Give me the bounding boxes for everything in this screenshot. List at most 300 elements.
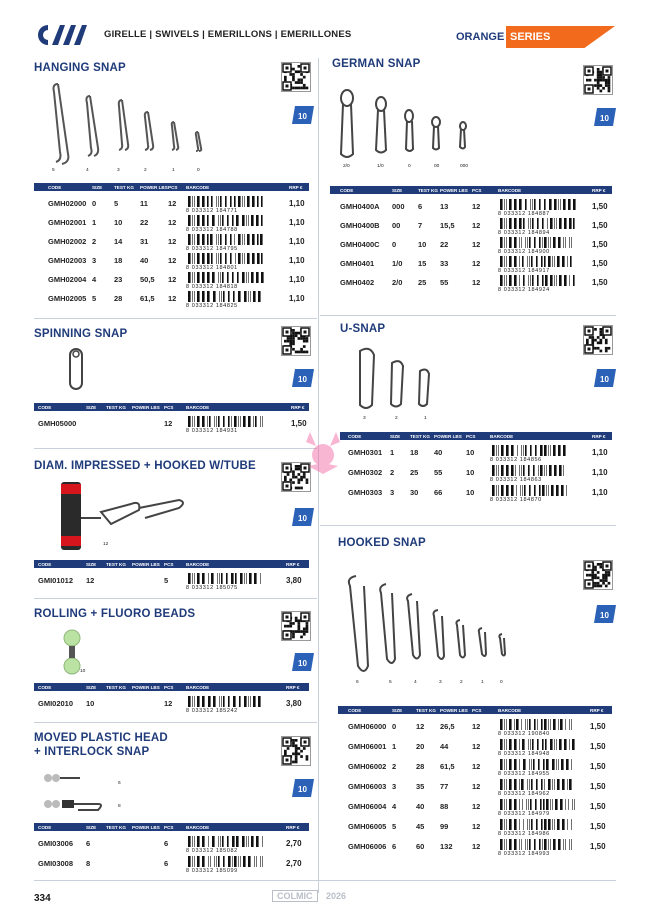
cell-code: GMI01012 [38,576,74,585]
barcode-icon [498,275,576,293]
cell-rrp: 1,50 [592,202,608,211]
german-snap-title: GERMAN SNAP [332,58,421,70]
qr-code-icon[interactable] [583,65,613,95]
divider [34,318,317,319]
barcode-number: 8 033312 184788 [186,227,238,233]
cell-pcs: 12 [472,742,481,751]
barcode-icon [498,839,576,857]
barcode-number: 8 033312 184924 [498,287,550,293]
col-header-test: TEST KG [418,187,438,193]
col-header-code: CODE [38,561,52,567]
sticker-label: 10 [298,112,307,121]
cell-size: 6 [392,842,397,851]
table-header [34,823,309,831]
series-suffix: SERIES [510,31,551,43]
barcode-number: 8 033312 184917 [498,268,550,274]
col-header-code: CODE [348,433,362,439]
cell-pcs: 12 [168,237,177,246]
hanging-snap-title: HANGING SNAP [34,62,126,74]
cell-code: GMI03008 [38,859,74,868]
barcode-number: 8 033312 184870 [490,497,542,503]
moved-head-image [40,770,110,820]
col-header-size: SIZE [86,404,97,410]
cell-rrp: 1,10 [289,275,305,284]
qr-code-icon[interactable] [583,325,613,355]
cell-code: GMH02002 [48,237,87,246]
hanging-snap-image [40,78,210,173]
cell-test: 5 [114,199,119,208]
col-header-barcode: BARCODE [186,824,210,830]
cell-test: 10 [114,218,123,227]
col-header-power: POWER LBS [440,707,468,713]
sticker-label: 10 [298,659,307,668]
sticker-label: 10 [600,114,609,123]
cell-power: 22 [440,240,449,249]
cell-power: 61,5 [440,762,455,771]
cell-power: 99 [440,822,449,831]
col-header-test: TEST KG [410,433,430,439]
table-row [34,695,309,715]
table-row [338,738,612,758]
brand-logo [34,22,94,48]
u-snap-table [340,432,612,503]
cell-code: GMH06002 [348,762,387,771]
cell-test: 25 [410,468,419,477]
cell-power: 50,5 [140,275,155,284]
diam-snap-image [55,480,195,552]
cell-pcs: 10 [466,468,475,477]
col-header-pcs: PCS [472,187,482,193]
col-header-power: POWER LBS [434,433,462,439]
cell-code: GMH0400C [340,240,380,249]
qr-code-icon[interactable] [281,326,311,356]
cell-code: GMH0401 [340,259,375,268]
qr-pattern [584,326,612,354]
col-header-pcs: PCS [168,184,178,190]
barcode-icon [186,253,264,271]
cell-power: 31 [140,237,149,246]
size-caption: 5 [389,680,392,685]
divider [34,598,317,599]
size-caption: 000 [460,164,469,169]
col-header-test: TEST KG [106,404,126,410]
cell-pcs: 12 [168,218,177,227]
barcode-number: 8 033312 185082 [186,848,238,854]
barcode-icon [186,836,264,854]
divider [320,315,616,316]
size-caption: 4 [414,680,417,685]
size-caption: 0 [197,168,200,173]
cell-size: 6 [86,839,91,848]
cell-code: GMH02004 [48,275,87,284]
qr-pattern [584,561,612,589]
cell-power: 13 [440,202,449,211]
page-number: 334 [34,893,51,904]
qr-sticker-icon [292,508,314,526]
col-header-size: SIZE [392,707,403,713]
cell-pcs: 12 [168,275,177,284]
cell-test: 35 [416,782,425,791]
col-header-pcs: PCS [466,433,476,439]
col-header-barcode: BARCODE [498,707,522,713]
size-caption: 6 [356,680,359,685]
cell-rrp: 1,50 [592,221,608,230]
cell-test: 28 [114,294,123,303]
barcode-icon [498,218,576,236]
footer-divider [34,880,616,881]
cell-rrp: 1,50 [590,742,606,751]
cell-pcs: 12 [472,240,481,249]
barcode-number: 8 033312 190840 [498,731,550,737]
cell-pcs: 12 [472,259,481,268]
u-snap-title: U-SNAP [340,323,386,335]
cell-code: GMH02003 [48,256,87,265]
col-header-code: CODE [38,404,52,410]
cell-code: GMH06005 [348,822,387,831]
size-caption: 2/0 [343,164,350,169]
cell-rrp: 1,50 [590,802,606,811]
rolling-beads-title: ROLLING + FLUORO BEADS [34,608,196,620]
cell-test: 6 [418,202,423,211]
col-header-barcode: BARCODE [186,684,210,690]
cell-code: GMH06000 [348,722,387,731]
table-row [338,758,612,778]
cell-size: 0 [92,199,97,208]
barcode-number: 8 033312 184894 [498,230,550,236]
cell-pcs: 12 [472,202,481,211]
qr-pattern [282,612,310,640]
sticker-label: 10 [600,611,609,620]
table-row [34,214,309,233]
barcode-icon [186,215,264,233]
cell-power: 55 [434,468,443,477]
col-header-size: SIZE [92,184,103,190]
cell-rrp: 3,80 [286,576,302,585]
col-header-rrp: RRP € [286,824,300,830]
hooked-snap-image [340,572,515,684]
barcode-icon [186,291,264,309]
table-row [34,271,309,290]
qr-pattern [282,63,310,91]
cell-power: 11 [140,199,148,208]
table-row [340,484,612,504]
col-header-test: TEST KG [106,684,126,690]
table-row [34,195,309,214]
cell-test: 25 [418,278,427,287]
cell-code: GMH0301 [348,448,383,457]
qr-code-icon[interactable] [583,560,613,590]
cell-size: 5 [392,822,397,831]
table-header [34,403,309,411]
col-header-pcs: PCS [472,707,482,713]
cell-code: GMH0400B [340,221,380,230]
col-header-barcode: BARCODE [498,187,522,193]
cell-rrp: 2,70 [286,859,302,868]
sticker-label: 10 [298,785,307,794]
cell-size: 2/0 [392,278,403,287]
col-header-pcs: PCS [164,824,174,830]
cell-size: 2 [390,468,395,477]
barcode-icon [490,465,568,483]
cell-test: 60 [416,842,425,851]
hooked-snap-title: HOOKED SNAP [338,537,426,549]
table-row [34,233,309,252]
qr-pattern [282,737,310,765]
col-header-test: TEST KG [106,824,126,830]
col-header-code: CODE [340,187,354,193]
footer-brand [272,891,346,901]
cell-code: GMH02000 [48,199,87,208]
table-row [34,855,309,875]
table-row [330,274,612,293]
cell-size: 3 [392,782,397,791]
cell-size: 3 [92,256,97,265]
german-snap-image [335,84,485,164]
table-header [330,186,612,194]
col-header-barcode: BARCODE [490,433,514,439]
cell-size: 2 [92,237,97,246]
cell-power: 26,5 [440,722,455,731]
cell-rrp: 1,50 [590,782,606,791]
table-row [338,718,612,738]
barcode-icon [186,234,264,252]
cell-code: GMH06001 [348,742,387,751]
cell-rrp: 2,70 [286,839,302,848]
col-header-barcode: BARCODE [186,184,210,190]
qr-sticker-icon [292,653,314,671]
cell-pcs: 10 [466,448,475,457]
footer-brand-name: COLMIC [272,890,318,902]
size-caption: 0 [408,164,411,169]
cell-size: 1 [392,742,397,751]
col-header-size: SIZE [86,561,97,567]
col-header-test: TEST KG [106,561,126,567]
barcode-icon [490,485,568,503]
col-header-rrp: RRP € [286,561,300,567]
col-header-size: SIZE [390,433,401,439]
cell-power: 61,5 [140,294,155,303]
cell-rrp: 1,50 [291,419,307,428]
col-header-power: POWER LBS [132,561,160,567]
cell-size: 3 [390,488,395,497]
sticker-label: 10 [298,514,307,523]
barcode-icon [498,199,576,217]
moved-head-title-line1: MOVED PLASTIC HEAD [34,732,168,744]
spinning-snap-title: SPINNING SNAP [34,328,128,340]
u-snap-image [350,345,440,413]
table-row [338,818,612,838]
cell-rrp: 1,10 [592,488,608,497]
cell-power: 88 [440,802,449,811]
col-header-code: CODE [348,707,362,713]
col-header-pcs: PCS [164,561,174,567]
col-header-rrp: RRP € [590,707,604,713]
cell-rrp: 1,50 [590,762,606,771]
qr-sticker-icon [594,369,616,387]
cell-power: 15,5 [440,221,455,230]
cell-rrp: 1,10 [289,218,305,227]
size-caption: 10 [80,669,86,674]
col-header-test: TEST KG [416,707,436,713]
german-snap-table [330,186,612,293]
table-header [34,683,309,691]
cell-pcs: 12 [168,256,177,265]
hooked-snap-table [338,706,612,857]
sticker-label: 10 [298,375,307,384]
cell-code: GMH0302 [348,468,383,477]
cell-code: GMI02010 [38,699,74,708]
barcode-icon [498,779,576,797]
barcode-number: 8 033312 184962 [498,791,550,797]
size-caption: 5 [52,168,55,173]
qr-code-icon[interactable] [281,611,311,641]
barcode-number: 8 033312 184986 [498,831,550,837]
cell-power: 77 [440,782,449,791]
cell-code: GMI03006 [38,839,74,848]
cell-size: 0 [392,240,397,249]
cell-rrp: 1,50 [590,722,606,731]
diam-snap-table [34,560,309,591]
cell-pcs: 12 [164,699,173,708]
cell-pcs: 6 [164,859,169,868]
size-caption: 2 [395,416,398,421]
table-row [330,217,612,236]
cell-code: GMH0402 [340,278,375,287]
rolling-beads-table [34,683,309,714]
cell-pcs: 12 [472,802,481,811]
barcode-number: 8 033312 185075 [186,585,238,591]
cell-power: 33 [440,259,449,268]
qr-pattern [584,66,612,94]
col-header-pcs: PCS [164,684,174,690]
table-row [34,290,309,309]
barcode-icon [498,819,576,837]
sticker-label: 10 [600,375,609,384]
divider [320,525,616,526]
cell-power: 44 [440,742,449,751]
col-header-rrp: RRP € [592,187,606,193]
cell-rrp: 1,50 [592,240,608,249]
table-row [330,255,612,274]
barcode-icon [186,573,264,591]
col-header-size: SIZE [392,187,403,193]
barcode-number: 8 033312 184856 [490,457,542,463]
cell-size: 5 [92,294,97,303]
col-header-rrp: RRP € [286,684,300,690]
barcode-number: 8 033312 184948 [498,751,550,757]
cell-code: GMH06003 [348,782,387,791]
cell-rrp: 1,10 [289,256,305,265]
cell-pcs: 12 [168,294,177,303]
col-header-test: TEST KG [114,184,134,190]
col-header-power: POWER LBS [132,404,160,410]
table-row [338,778,612,798]
barcode-icon [498,256,576,274]
col-header-rrp: RRP € [289,184,303,190]
cell-rrp: 1,50 [590,842,606,851]
barcode-icon [498,799,576,817]
cell-power: 132 [440,842,453,851]
barcode-number: 8 033312 184795 [186,246,238,252]
cell-rrp: 1,10 [289,237,305,246]
barcode-number: 8 033312 184993 [498,851,550,857]
col-header-power: POWER LBS [132,684,160,690]
col-header-pcs: PCS [164,404,174,410]
cell-size: 000 [392,202,405,211]
cell-test: 18 [410,448,419,457]
cell-code: GMH06006 [348,842,387,851]
barcode-icon [186,416,264,434]
qr-sticker-icon [292,106,314,124]
cell-code: GMH02001 [48,218,87,227]
spinning-snap-table [34,403,309,434]
cell-power: 22 [140,218,149,227]
qr-code-icon[interactable] [281,736,311,766]
barcode-icon [186,696,264,714]
cell-code: GMH05000 [38,419,77,428]
cell-pcs: 12 [472,822,481,831]
col-header-barcode: BARCODE [186,404,210,410]
cell-power: 40 [434,448,443,457]
col-header-power: POWER LBS [132,824,160,830]
table-row [34,572,309,592]
table-row [330,198,612,217]
cell-rrp: 1,10 [592,448,608,457]
cell-pcs: 12 [168,199,177,208]
footer-year: 2026 [326,891,347,901]
size-caption: 2 [460,680,463,685]
table-row [338,838,612,858]
cell-rrp: 3,80 [286,699,302,708]
cell-power: 55 [440,278,449,287]
cell-test: 40 [416,802,425,811]
qr-sticker-icon [292,369,314,387]
col-header-power: POWER LBS [140,184,168,190]
spinning-snap-image [62,346,92,394]
barcode-number: 8 033312 184801 [186,265,238,271]
barcode-icon [490,445,568,463]
col-header-power: POWER LBS [440,187,468,193]
cell-pcs: 12 [472,221,481,230]
cell-pcs: 12 [164,419,173,428]
size-caption: 12 [103,542,109,547]
cell-test: 20 [416,742,425,751]
size-caption: 8 [118,804,121,809]
barcode-number: 8 033312 184979 [498,811,550,817]
size-caption: 1/0 [377,164,384,169]
qr-pattern [282,327,310,355]
cell-rrp: 1,50 [590,822,606,831]
col-header-rrp: RRP € [592,433,606,439]
cell-test: 23 [114,275,123,284]
size-caption: 2 [144,168,147,173]
qr-code-icon[interactable] [281,62,311,92]
col-header-size: SIZE [86,824,97,830]
cell-code: GMH06004 [348,802,387,811]
cell-pcs: 6 [164,839,169,848]
col-header-rrp: RRP € [291,404,305,410]
barcode-icon [498,719,576,737]
cell-pcs: 12 [472,842,481,851]
cell-size: 1 [92,218,97,227]
cell-pcs: 12 [472,722,481,731]
size-caption: 3 [117,168,120,173]
table-row [340,464,612,484]
cell-code: GMH02005 [48,294,87,303]
size-caption: 00 [434,164,440,169]
table-row [34,252,309,271]
cell-test: 45 [416,822,425,831]
